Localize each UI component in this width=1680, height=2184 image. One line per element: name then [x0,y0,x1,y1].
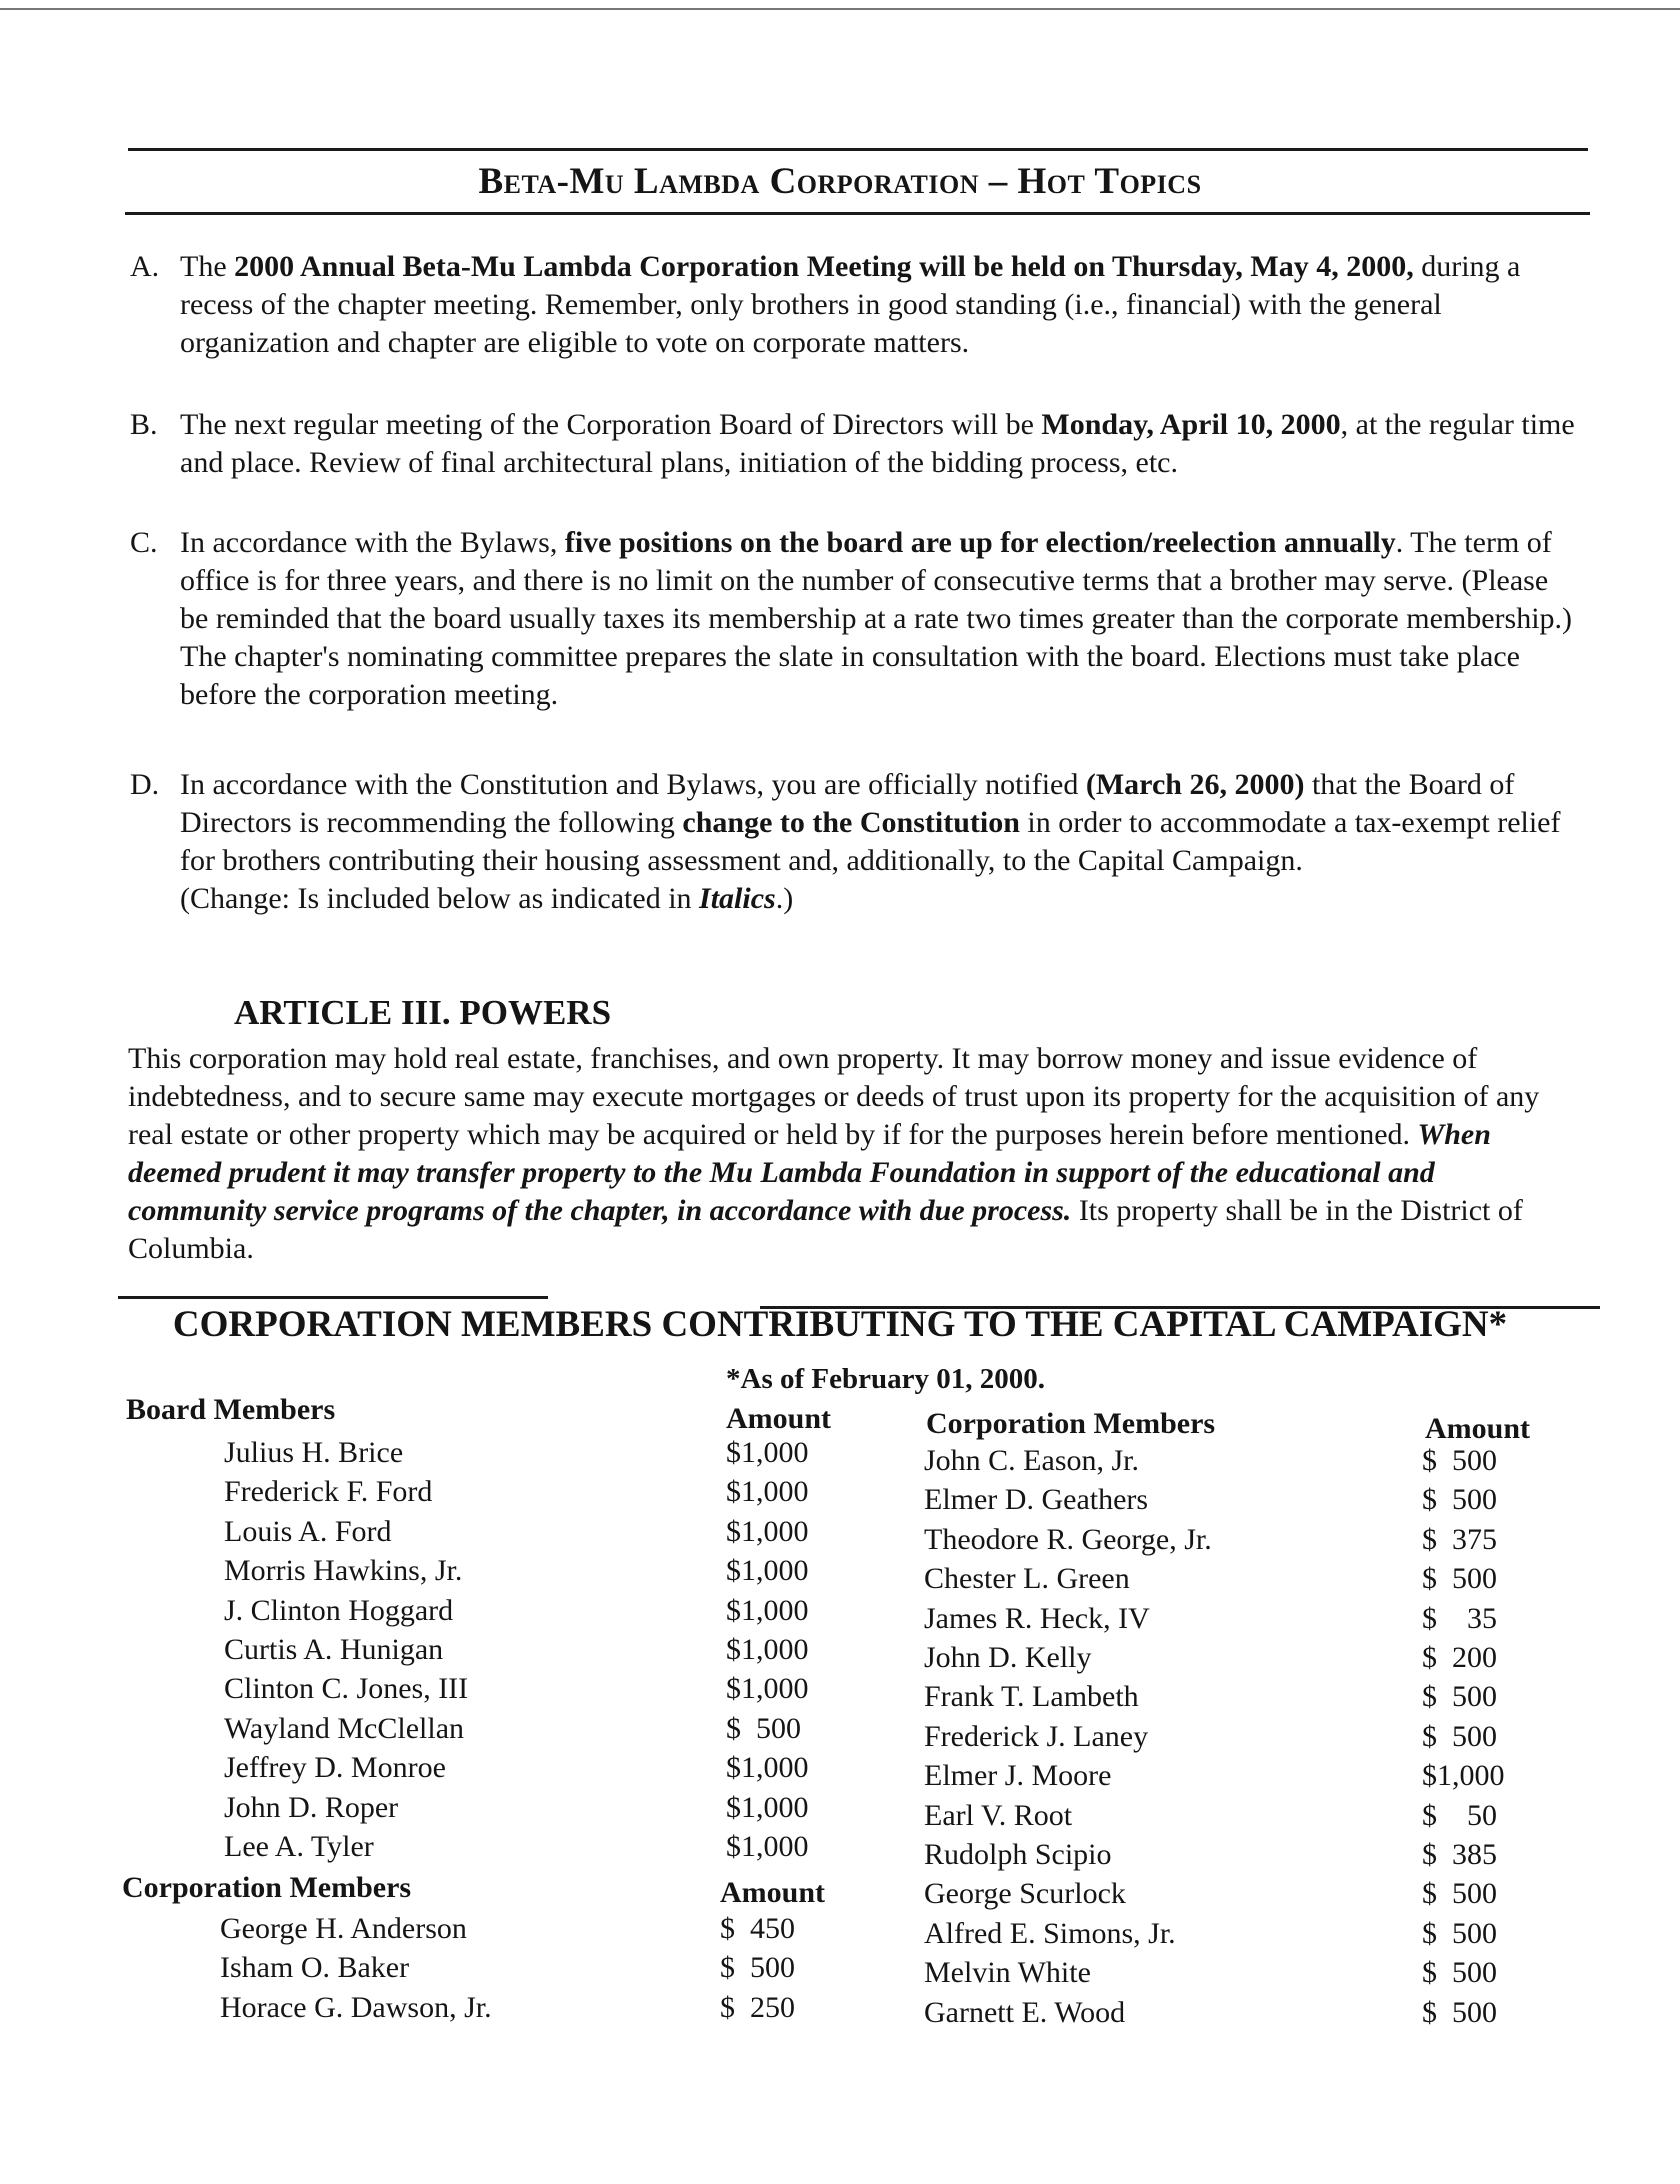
article-amendment-italic: When deemed prudent it may transfer property to the Mu Lambda Foundation in support of the educational and community service programs of the chapter, in accordance with due process. [128,1118,1491,1227]
contributor-name: Elmer J. Moore [924,1759,1112,1793]
contributor-name: Melvin White [924,1956,1091,1990]
topic-d-note: (Change: Is included below as indicated in Italics.) [180,882,794,915]
contributor-amount: $ 500 [720,1951,795,1985]
scan-edge-line [0,8,1680,10]
contributor-amount: $ 500 [1422,1916,1497,1950]
contributor-amount: $ 50 [1422,1798,1497,1832]
contributor-name: George H. Anderson [220,1912,467,1945]
contributor-name: Morris Hawkins, Jr. [224,1554,463,1588]
topic-a-letter: A. [130,250,160,283]
contributor-amount: $1,000 [726,1475,809,1509]
contributor-name: Lee A. Tyler [224,1830,374,1863]
contributor-name: Jeffrey D. Monroe [224,1751,446,1785]
contributor-amount: $1,000 [726,1593,809,1627]
contributor-amount: $ 500 [1422,1877,1497,1911]
contributor-name: Theodore R. George, Jr. [924,1522,1212,1556]
contributor-amount: $ 500 [1422,1719,1497,1753]
contributor-name: Curtis A. Hunigan [224,1633,444,1666]
contributors-title: CORPORATION MEMBERS CONTRIBUTING TO THE CAPITAL CAMPAIGN* [172,1304,1508,1345]
contributor-amount: $ 500 [1422,1995,1497,2029]
contributor-name: John D. Roper [224,1790,399,1824]
contributor-name: Frank T. Lambeth [924,1680,1139,1714]
board-members-header: Board Members [126,1393,336,1426]
as-of-date: *As of February 01, 2000. [726,1363,1045,1395]
contributor-amount: $1,000 [726,1554,809,1588]
contributor-amount: $ 500 [726,1711,801,1745]
topic-d-letter: D. [130,768,160,801]
contributor-amount: $ 250 [720,1990,795,2024]
contributors-rule-left [118,1296,548,1299]
contributor-name: Isham O. Baker [220,1951,410,1985]
contributor-amount: $ 500 [1422,1483,1497,1517]
corporation-members-header-right: Corporation Members [926,1407,1216,1440]
contributor-name: John D. Kelly [924,1641,1092,1674]
contributor-amount: $1,000 [726,1751,809,1785]
topic-c-text: In accordance with the Bylaws, five positions on the board are up for election/reelection annually. The term of office is for three years, and there is no limit on the number of consecutive terms that a brother may serve. (Please be reminded that the board usually taxes its membership at a rate two times greater than the corporate membership.) The chapter's nominating committee prepares the slate in consultation with the board. Elections must take place before the corporation meeting. [180,526,1573,711]
contributor-amount: $1,000 [726,1830,809,1863]
contributor-amount: $1,000 [1422,1759,1505,1793]
corporation-amount-header-left: Amount [720,1876,826,1909]
topic-d [130,766,1580,918]
article-body: This corporation may hold real estate, franchises, and own property. It may borrow money and issue evidence of indebtedness, and to secure same may execute mortgages or deeds of trust upon its property for the acquisition of any real estate or other property which may be acquired or held by if for the purposes herein before mentioned. When deemed prudent it may transfer property to the Mu Lambda Foundation in support of the educational and community service programs of the chapter, in accordance with due process. Its property shall be in the District of Columbia. [128,1042,1540,1265]
topic-b [130,406,1580,482]
contributor-amount: $ 500 [1422,1444,1497,1477]
topic-b-text: The next regular meeting of the Corporation Board of Directors will be Monday, April 10, 2000, at the regular time and place. Review of final architectural plans, initiation of the bidding process, etc. [180,408,1575,479]
topic-a-text: The 2000 Annual Beta-Mu Lambda Corporation Meeting will be held on Thursday, May 4, 2000, during a recess of the chapter meeting. Remember, only brothers in good standing (i.e., financial) with the general organization and chapter are eligible to vote on corporate matters. [180,250,1521,359]
contributor-amount: $ 375 [1422,1522,1497,1556]
contributor-name: Wayland McClellan [224,1711,465,1745]
contributor-name: Horace G. Dawson, Jr. [220,1990,492,2024]
contributor-amount: $ 500 [1422,1680,1497,1714]
corporation-amount-header-right: Amount [1425,1412,1531,1445]
contributor-name: James R. Heck, IV [924,1601,1150,1635]
header-top-rule [128,148,1588,151]
topic-c [130,524,1580,714]
topic-b-letter: B. [130,408,158,441]
contributor-amount: $1,000 [726,1514,809,1548]
page-title [0,160,1680,203]
contributor-name: J. Clinton Hoggard [224,1593,454,1627]
corporation-members-header-left: Corporation Members [122,1871,412,1904]
contributor-name: Elmer D. Geathers [924,1483,1149,1517]
contributor-name: Louis A. Ford [224,1514,392,1548]
contributor-amount: $1,000 [726,1633,809,1666]
contributor-amount: $1,000 [726,1436,809,1469]
contributor-amount: $ 200 [1422,1641,1497,1674]
contributor-name: Frederick F. Ford [224,1475,433,1509]
contributor-name: Alfred E. Simons, Jr. [924,1916,1176,1950]
contributor-amount: $ 35 [1422,1601,1497,1635]
contributor-name: Julius H. Brice [224,1436,404,1469]
topic-c-letter: C. [130,526,158,559]
contributor-amount: $ 500 [1422,1956,1497,1990]
contributor-amount: $1,000 [726,1672,809,1706]
contributor-name: Earl V. Root [924,1798,1073,1832]
board-amount-header: Amount [726,1402,832,1435]
contributor-amount: $ 385 [1422,1838,1497,1871]
page-title-text: Beta-Mu Lambda Corporation – Hot Topics [478,161,1202,202]
contributor-name: Chester L. Green [924,1562,1130,1596]
contributor-name: George Scurlock [924,1877,1126,1911]
contributor-name: John C. Eason, Jr. [924,1444,1140,1477]
contributor-name: Garnett E. Wood [924,1995,1126,2029]
article-heading: ARTICLE III. POWERS [234,993,612,1032]
contributor-name: Clinton C. Jones, III [224,1672,469,1706]
header-bottom-rule [125,212,1590,215]
contributor-name: Rudolph Scipio [924,1838,1112,1871]
contributor-name: Frederick J. Laney [924,1719,1149,1753]
contributor-amount: $1,000 [726,1790,809,1824]
contributor-amount: $ 450 [720,1912,795,1945]
topic-d-text: In accordance with the Constitution and Bylaws, you are officially notified (March 26, 2000) that the Board of Directors is recommending the following change to the Constitution in order to accommodate a tax-exempt relief for brothers contributing their housing assessment and, additionally, to the Capital Campaign. [180,768,1561,877]
topic-a [130,248,1580,362]
contributor-amount: $ 500 [1422,1562,1497,1596]
